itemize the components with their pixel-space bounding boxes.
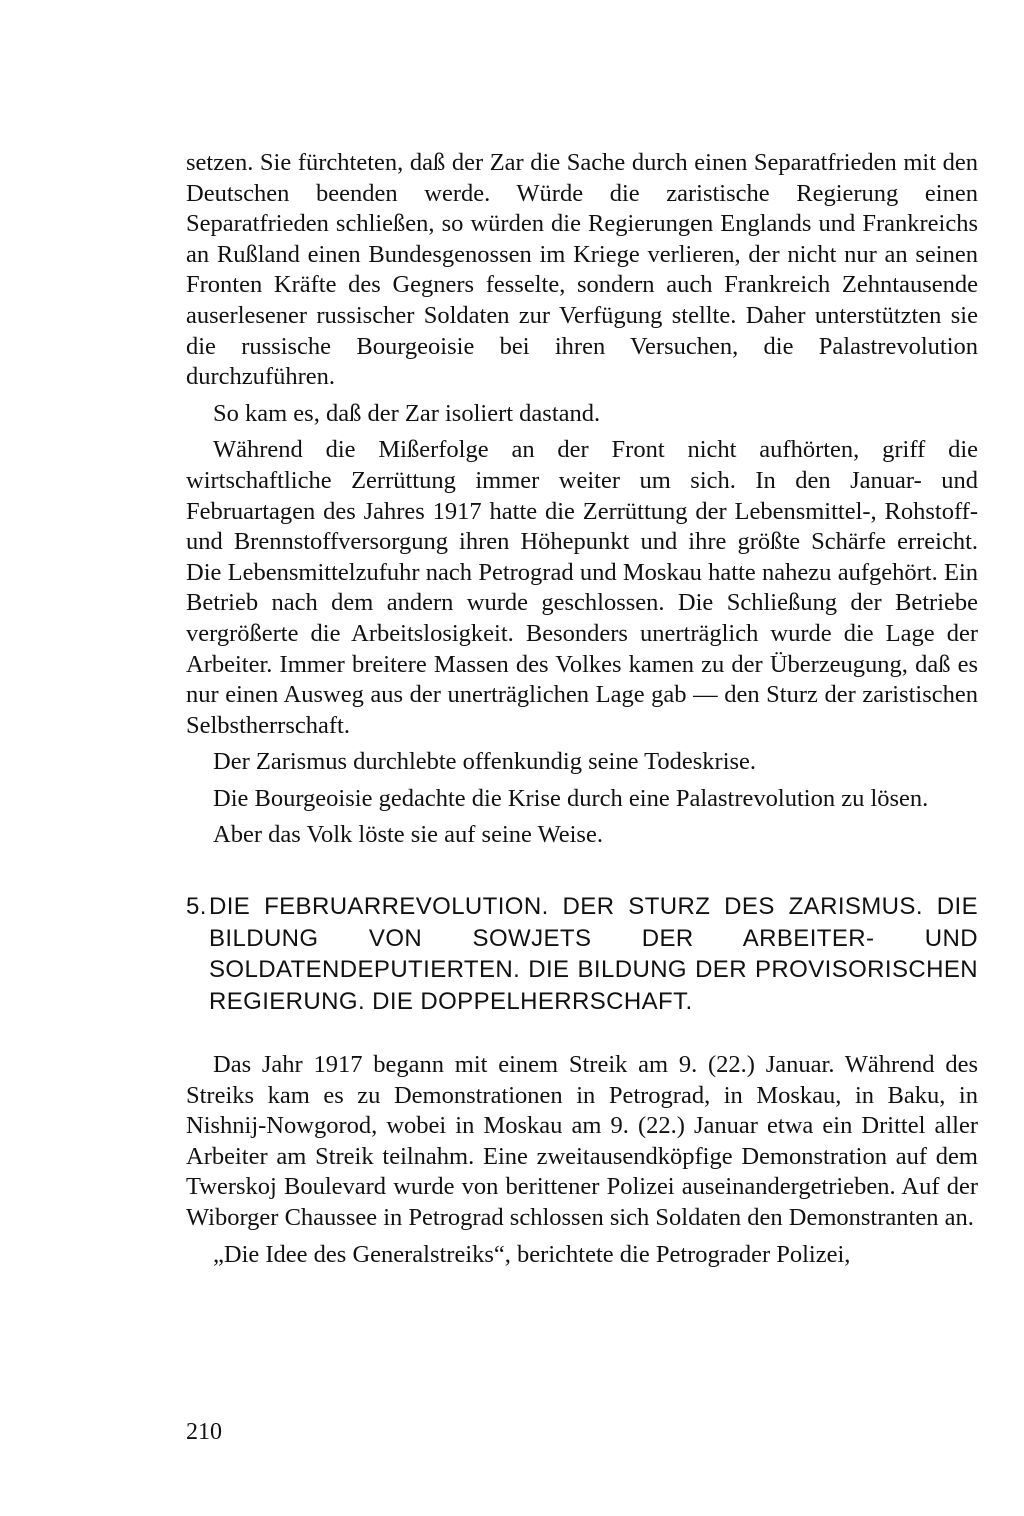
section-heading [186,891,978,1017]
section-title: DIE FEBRUARREVOLUTION. DER STURZ DES ZARISMUS. DIE BILDUNG VON SOWJETS DER ARBEITER- UND SOLDATENDEPUTIERTEN. DIE BILDUNG DER PROVISORISCHEN REGIERUNG. DIE DOPPELHERRSCHAFT. [209,893,978,1015]
book-page [186,148,978,1276]
page-number: 210 [186,1419,222,1445]
section-number: 5. [186,893,207,921]
paragraph-economic-collapse: Während die Mißerfolge an der Front nicht aufhörten, griff die wirtschaftliche Zerrüttung immer weiter um sich. In den Januar- und Februartagen des Jahres 1917 hatte die Zerrüttung der Lebensmittel-, Rohstoff- und Brennstoffversorgung ihren Höhepunkt und ihre größte Schärfe erreicht. Die Lebensmittelzufuhr nach Petrograd und Moskau hatte nahezu aufgehört. Ein Betrieb nach dem andern wurde geschlossen. Die Schließung der Betriebe vergrößerte die Arbeitslosigkeit. Besonders unerträglich wurde die Lage der Arbeiter. Immer breitere Massen des Volkes kamen zu der Überzeugung, daß es nur einen Ausweg aus der unerträglichen Lage gab — den Sturz der zaristischen Selbstherrschaft. [186,436,978,739]
paragraph-people: Aber das Volk löste sie auf seine Weise. [213,821,603,849]
paragraph-quote-start: „Die Idee des Generalstreiks“, berichtete die Petrograder Polizei, [213,1240,851,1268]
paragraph-strike-1917: Das Jahr 1917 begann mit einem Streik am 9. (22.) Januar. Während des Streiks kam es zu Demonstrationen in Petrograd, in Moskau, in Baku, in Nishnij-Nowgorod, wobei in Moskau am 9. (22.) Januar etwa ein Drittel aller Arbeiter am Streik teilnahm. Eine zweitausendköpfige Demonstration auf dem Twerskoj Boulevard wurde von berittener Polizei auseinandergetrieben. Auf der Wiborger Chaussee in Petrograd schlossen sich Soldaten den Demonstranten an. [186,1051,978,1232]
paragraph-bourgeoisie: Die Bourgeoisie gedachte die Krise durch eine Palastrevolution zu lösen. [213,784,929,812]
paragraph-tsar-isolated: So kam es, daß der Zar isoliert dastand. [213,399,601,427]
paragraph-continued: setzen. Sie fürchteten, daß der Zar die Sache durch einen Separatfrieden mit den Deutschen beenden werde. Würde die zaristische Regierung einen Separatfrieden schließen, so würden die Regierungen Englands und Frankreichs an Rußland einen Bundesgenossen im Kriege verlieren, der nicht nur an seinen Fronten Kräfte des Gegners fesselte, sondern auch Frankreich Zehntausende auserlesener russischer Soldaten zur Verfügung stellte. Daher unterstützten sie die russische Bourgeoisie bei ihren Versuchen, die Palastrevolution durchzuführen. [186,149,978,391]
paragraph-death-crisis: Der Zarismus durchlebte offenkundig seine Todeskrise. [213,748,757,776]
